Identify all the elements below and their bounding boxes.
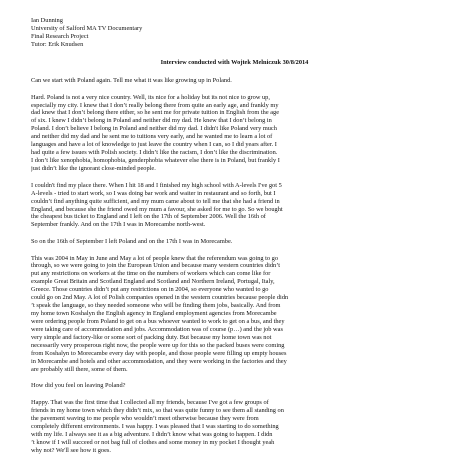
text-line: with my life. I always see it as a big adventure. I didn’t know what was going to happen. I didn [31, 430, 273, 438]
text-line: very simple and factory-like or some sort of packing duty. But because my home town was not [31, 334, 272, 342]
text-line: This was 2004 in May in June and May a lot of people knew that the referendum was going to go [31, 254, 279, 262]
text-line: languages and have a lot of knowledge to just leave the country when I can, so I did years after. I [31, 141, 277, 149]
text-line: couldn’t find anything quite sufficient, and my mum came about to tell me that she had a friend in [31, 197, 280, 205]
text-line: had quite a few issues with Polish society. I didn’t like the racism, I don’t like the discrimination. [31, 149, 278, 157]
text-line: example Great Britain and Scotland England and Scotland and Northern Ireland, Portugal, Italy, [31, 278, 275, 286]
paragraph [31, 255, 438, 374]
text-line: completely different environments. I was happy. I was pleased that I was starting to do something [31, 422, 279, 430]
text-line: dad knew that I don’t belong there either, so he sent me for private tuition in English from the age [31, 109, 280, 117]
text-line: were ordering people from Poland to get on a bus whoever wanted to work to get on a bus, and they [31, 318, 285, 326]
text-line: Poland. I don’t believe I belong in Poland and neither did my dad. I didn't like Poland very much [31, 125, 277, 133]
text-line: Happy. That was the first time that I collected all my friends, because I've got a few groups of [31, 398, 269, 406]
paragraph [31, 399, 438, 455]
text-line: especially my city. I knew that I don’t really belong there from quite an early age, and frankly my [31, 101, 279, 109]
text-line: Can we start with Poland again. Tell me what it was like growing up in Poland. [31, 77, 232, 84]
text-line: A-levels - tried to start work, so I was doing bar work and waiter in restaurant and so forth, but I [31, 189, 276, 197]
text-line: ’t speak the language, so they needed someone who will be finding them jobs, basically. And from [31, 302, 281, 310]
text-line: are probably still there, some of them. [31, 365, 128, 373]
text-line: So on the 16th of September I left Poland and on the 17th I was in Morecambe. [31, 237, 233, 245]
text-line: and neither did my dad and he sent me to tuitions very early, and he wanted me to learn a lot of [31, 133, 273, 141]
text-line: friends in my home town which they didn’t mix, so that was quite funny to see them all standing on [31, 406, 284, 414]
text-line: necessarily very prosperous right now, the people were up for this so the packed buses were coming [31, 342, 285, 350]
paragraph [31, 182, 438, 230]
text-line: why not? We'll see how it goes. [31, 446, 111, 454]
author-name: Ian Dunning [31, 17, 63, 24]
text-line: my home town Koshalyn the English agency in England employment agencies from Morecambe [31, 310, 277, 318]
text-line: Hard. Poland is not a very nice country. Well, its nice for a holiday but its not nice to grow up, [31, 93, 270, 101]
text-line: were taking care of accommodation and jobs. Accommodation was of course (p…) and the job was [31, 326, 283, 334]
text-line: September frankly. And on the 17th I was in Morecambe north-west. [31, 221, 206, 229]
text-line: of six. I knew I didn’t belong in Poland and neither did my dad. He knew that I don’t belong in [31, 117, 272, 125]
text-line: through, so we were going to join the European Union and because many western countries didn’t [31, 262, 280, 270]
paragraph [31, 94, 438, 174]
project-line: Final Research Project [31, 33, 89, 40]
paragraph [31, 77, 438, 85]
text-line: Greece. Those countries didn’t put any restrictions on in 2004, so everyone who wanted to go [31, 286, 269, 294]
text-line: I couldn't find my place there. When I hit 18 and I finished my high school with A-levels I've got 5 [31, 181, 282, 189]
text-line: the pavement waving to me people who wouldn’t meet otherwise because they were from [31, 414, 259, 422]
text-line: just didn’t like the ignorant close-minded people. [31, 165, 156, 173]
text-line: How did you feel on leaving Poland? [31, 382, 126, 390]
text-line: from Koshalyn to Morecambe every day with people, and those people were filling up empty houses [31, 349, 287, 357]
text-line: ’t know if I will succeed or not bag full of clothes and some money in my pocket I thought yeah [31, 438, 275, 446]
university-line: University of Salford MA TV Documentary [31, 25, 143, 32]
interview-title: Interview conducted with Wojtek Melniczuk 30/8/2014 [160, 59, 309, 66]
text-line: in Morecambe and hotels and other accommodation, and they were working in the factories and they [31, 357, 287, 365]
tutor-line: Tutor: Erik Knudsen [31, 41, 84, 48]
document-header [31, 17, 438, 49]
text-line: could go on 2nd May. A lot of Polish companies opened in the western countries because people didn [31, 294, 289, 302]
paragraph [31, 382, 438, 390]
text-line: the cheapest bus ticket to England and I left on the 17th of September 2006. Well the 16th of [31, 213, 266, 221]
text-line: put any restrictions on workers at the time on the numbers of workers which can come like for [31, 270, 271, 278]
text-line: I don’t like xenophobia, homophobia, genderphobia whatever else there is in Poland, but frankly I [31, 157, 280, 165]
paragraph [31, 238, 438, 246]
interview-body [31, 77, 438, 455]
text-line: England, and because she the friend owed my mum a favour, she asked for me to go. So we bought [31, 205, 283, 213]
